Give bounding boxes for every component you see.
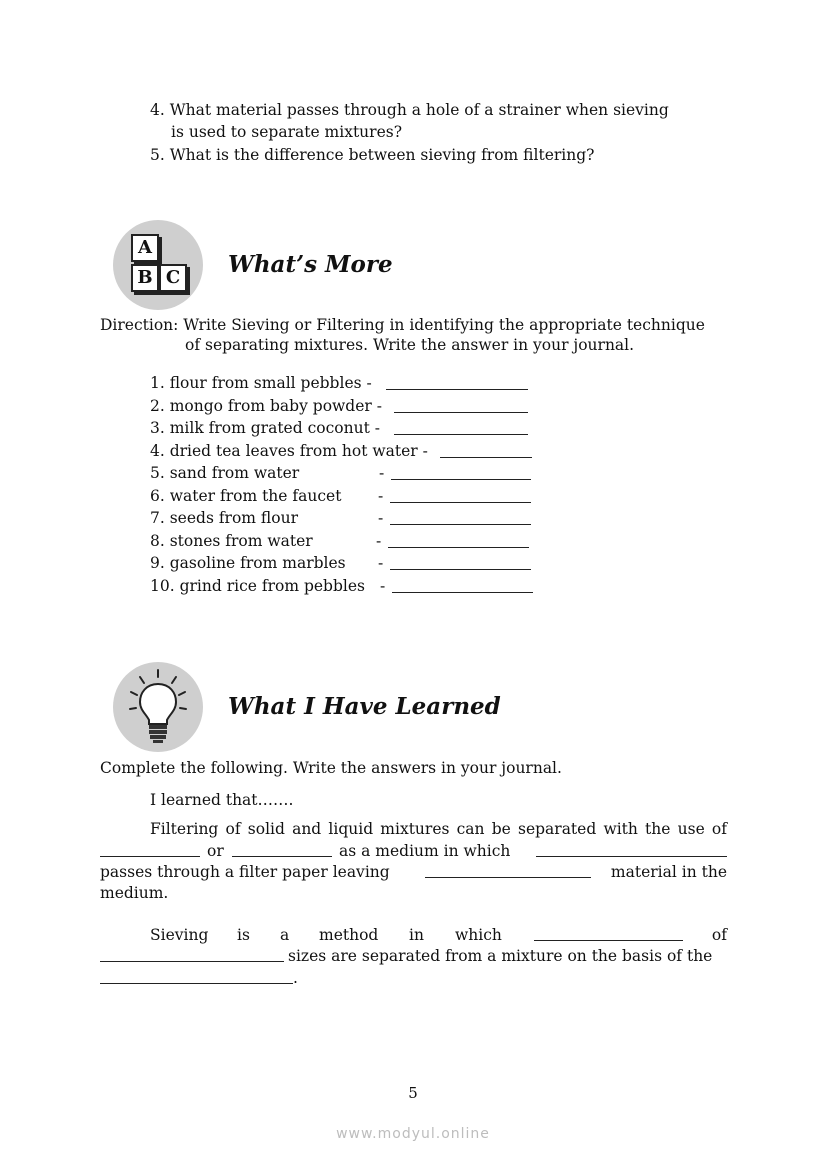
- sieving-word: Sieving: [150, 926, 209, 944]
- list-item-text: 8. stones from water: [150, 532, 313, 550]
- list-item: [150, 464, 385, 482]
- period: .: [293, 969, 298, 987]
- or-word: or: [207, 842, 224, 860]
- question-4: 4. What material passes through a hole of a strainer when sieving: [150, 101, 669, 119]
- list-item-text: 2. mongo from baby powder -: [150, 397, 382, 415]
- direction-line-2: of separating mixtures. Write the answer in your journal.: [185, 336, 635, 354]
- direction-line-1: Direction: Write Sieving or Filtering in identifying the appropriate technique: [100, 316, 705, 334]
- answer-blank: [394, 412, 528, 413]
- is-word: is: [237, 926, 250, 944]
- lightbulb-drawing: [113, 662, 203, 752]
- lightbulb-icon: [113, 662, 203, 752]
- page-number: 5: [408, 1084, 418, 1102]
- in-word: in: [409, 926, 424, 944]
- dash: -: [380, 577, 386, 595]
- filtering-line-4: medium.: [100, 884, 169, 902]
- list-item: [150, 397, 382, 415]
- passes-phrase: passes through a filter paper leaving: [100, 863, 390, 881]
- learned-intro: I learned that…….: [150, 791, 294, 809]
- a-word: a: [280, 926, 290, 944]
- dash: -: [378, 554, 384, 572]
- whats-more-heading: What’s More: [228, 251, 393, 278]
- answer-blank: [425, 863, 591, 878]
- answer-blank: [386, 389, 528, 390]
- answer-blank: [390, 524, 531, 525]
- filtering-line-1: Filtering of solid and liquid mixtures can be separated with the use of: [150, 820, 727, 838]
- answer-blank: [536, 842, 727, 857]
- answer-blank: [100, 842, 200, 857]
- watermark: www.modyul.online: [336, 1126, 490, 1142]
- list-item: [150, 419, 380, 437]
- medium-phrase: as a medium in which: [339, 842, 511, 860]
- list-item-text: 9. gasoline from marbles: [150, 554, 346, 572]
- method-word: method: [319, 926, 379, 944]
- answer-blank: [534, 926, 683, 941]
- answer-blank: [100, 969, 293, 984]
- dash: -: [378, 487, 384, 505]
- what-i-have-learned-heading: What I Have Learned: [228, 693, 501, 720]
- answer-blank: [440, 457, 532, 458]
- abc-blocks-icon: [113, 220, 203, 310]
- material-phrase: material in the: [610, 863, 727, 881]
- answer-blank: [388, 547, 529, 548]
- answer-blank: [394, 434, 528, 435]
- list-item-text: 1. flour from small pebbles -: [150, 374, 372, 392]
- list-item-text: 4. dried tea leaves from hot water -: [150, 442, 428, 460]
- list-item-text: 3. milk from grated coconut -: [150, 419, 380, 437]
- list-item: [150, 509, 384, 527]
- letter-block-c: C: [159, 264, 187, 292]
- list-item-text: 6. water from the faucet: [150, 487, 342, 505]
- dash: -: [379, 464, 385, 482]
- which-word: which: [455, 926, 502, 944]
- answer-blank: [232, 842, 332, 857]
- sizes-phrase: sizes are separated from a mixture on the basis of the: [288, 947, 713, 965]
- question-5: 5. What is the difference between sieving from filtering?: [150, 146, 595, 164]
- list-item-text: 7. seeds from flour: [150, 509, 298, 527]
- answer-blank: [392, 592, 533, 593]
- list-item: [150, 442, 428, 460]
- learned-instruction: Complete the following. Write the answers in your journal.: [100, 759, 562, 777]
- question-4-continued: is used to separate mixtures?: [171, 123, 403, 141]
- answer-blank: [390, 502, 531, 503]
- list-item: [150, 577, 386, 595]
- letter-block-b: B: [131, 264, 159, 292]
- answer-blank: [391, 479, 531, 480]
- answer-blank: [390, 569, 531, 570]
- list-item: [150, 532, 382, 550]
- list-item: [150, 554, 384, 572]
- of-word: of: [711, 926, 727, 944]
- dash: -: [376, 532, 382, 550]
- answer-blank: [100, 947, 284, 962]
- list-item: [150, 487, 384, 505]
- letter-block-a: A: [131, 234, 159, 262]
- list-item: [150, 374, 372, 392]
- list-item-text: 10. grind rice from pebbles: [150, 577, 365, 595]
- list-item-text: 5. sand from water: [150, 464, 300, 482]
- dash: -: [378, 509, 384, 527]
